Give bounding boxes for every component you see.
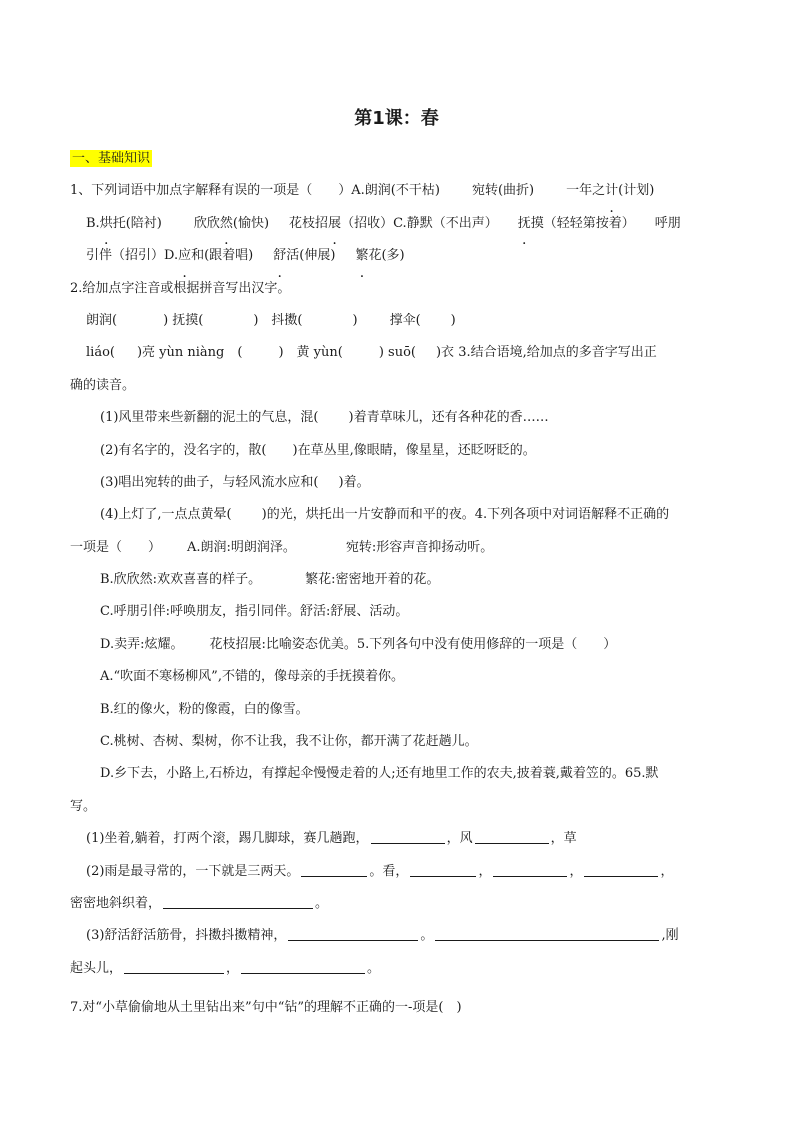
q3-sentence-4: (4)上灯了,一点点黄晕( )的光，烘托出一片安静而和平的夜。4.下列各项中对词语解释不正确的 (100, 507, 670, 523)
dotted-char: 然 (219, 215, 233, 231)
answer-blank[interactable] (435, 926, 659, 941)
q6-item-3-cont: 起头儿， ， 。 (70, 960, 381, 976)
q1-line-1: 1、下列词语中加点字解释有误的一项是（ ）A.朗润(不干枯) 宛转(曲折) 一年之计(计划) (70, 175, 730, 207)
dotted-char: 计 (605, 183, 619, 199)
q4-option-b: B.欣欣然:欢欢喜喜的样子。 繁花:密密地开着的花。 (100, 572, 440, 588)
section-heading-row (70, 143, 730, 175)
q5-option-b: B.红的像火，粉的像霞，白的像雪。 (100, 701, 309, 717)
q5-option-a: A.“吹面不寒杨柳风”,不错的，像母亲的手抚摸着你。 (100, 669, 404, 685)
q4-option-d: D.卖弄:炫耀。 花枝招展:比喻姿态优美。5.下列各句中没有使用修辞的一项是（ ） (100, 636, 617, 652)
q2-header: 2.给加点字注音或根据拼音写出汉字。 (70, 280, 291, 296)
q3-sentence-3: (3)唱出宛转的曲子，与轻风流水应和( )着。 (100, 474, 370, 490)
q6-item-2-cont: 密密地斜织着， 。 (70, 895, 329, 911)
dotted-char: 繁 (355, 248, 369, 264)
worksheet-body (70, 143, 730, 985)
q1-line-3: 引伴（招引）D.应和(跟着唱) 舒活(伸展) 繁花(多) (70, 240, 730, 272)
q4-stem-line: 一项是（ ） A.朗润:明朗润泽。 宛转:形容声音抑扬动听。 (70, 539, 494, 555)
answer-blank[interactable] (475, 829, 549, 844)
section-heading: 一、基础知识 (72, 151, 151, 166)
q1-option-a1: 朗润(不干枯) (364, 183, 440, 199)
answer-blank[interactable] (288, 926, 418, 941)
q2-line-3: 确的读音。 (70, 377, 136, 393)
q6-item-1: (1)坐着,躺着，打两个滚，踢几脚球，赛几趟跑， ，风 ，草 (86, 831, 577, 847)
dotted-char: 舒 (273, 248, 287, 264)
dotted-char: 抚 (517, 215, 531, 231)
page-title: 第1课：春 (354, 108, 439, 129)
q2-line-1: 朗润( ) 抚摸( ) 抖擞( ) 撑伞( ) (86, 312, 456, 328)
q3-sentence-2: (2)有名字的，没名字的，散( )在草丛里,像眼睛，像星星，还眨呀眨的。 (100, 442, 536, 458)
answer-blank[interactable] (410, 862, 476, 877)
q1-line-2: B.烘托(陪衬) 欣欣然(愉快) 花枝招展（招收）C.静默（不出声） 抚摸（轻轻第按着） 呼朋 (70, 208, 730, 240)
answer-blank[interactable] (163, 894, 313, 909)
answer-blank[interactable] (371, 829, 445, 844)
q4-option-c: C.呼朋引伴:呼唤朋友，指引同伴。舒活:舒展、活动。 (100, 604, 409, 620)
q7-stem: 7.对“小草偷偷地从土里钻出来”句中“钻”的理解不正确的一-项是( ) (70, 1000, 462, 1015)
answer-blank[interactable] (241, 959, 365, 974)
answer-blank[interactable] (124, 959, 224, 974)
answer-blank[interactable] (584, 862, 658, 877)
q3-sentence-1: (1)风里带来些新翻的泥土的气息，混( )着青草味儿，还有各种花的香…… (100, 410, 549, 426)
q5-option-d: D.乡下去，小路上,石桥边，有撑起伞慢慢走着的人;还有地里工作的农夫,披着蓑,戴着笠的。65.默 (100, 766, 659, 782)
dotted-char: 应 (178, 248, 192, 264)
q1-stem: 1、下列词语中加点字解释有误的一项是（ ）A. (70, 183, 365, 199)
dotted-char: 烘 (99, 215, 113, 231)
q2-line-2: liáo( )亮 yùn niàng ( ) 黄 yùn( ) suō( )衣 3.结合语境,给加点的多音字写出正 (86, 345, 657, 361)
q5-option-d-cont: 写。 (70, 798, 97, 814)
q5-option-c: C.桃树、杏树、梨树，你不让我，我不让你，都开满了花赶趟儿。 (100, 734, 478, 750)
q6-item-3: (3)舒活舒活筋骨，抖擞抖擞精神， 。 ,刚 (86, 928, 679, 944)
q6-item-2: (2)雨是最寻常的，一下就是三两天。 。看， ， ， ， (86, 863, 674, 879)
answer-blank[interactable] (493, 862, 567, 877)
dotted-char: 展 (328, 215, 342, 231)
q1-option-a2: 宛转(曲折) (471, 183, 535, 199)
answer-blank[interactable] (301, 862, 367, 877)
